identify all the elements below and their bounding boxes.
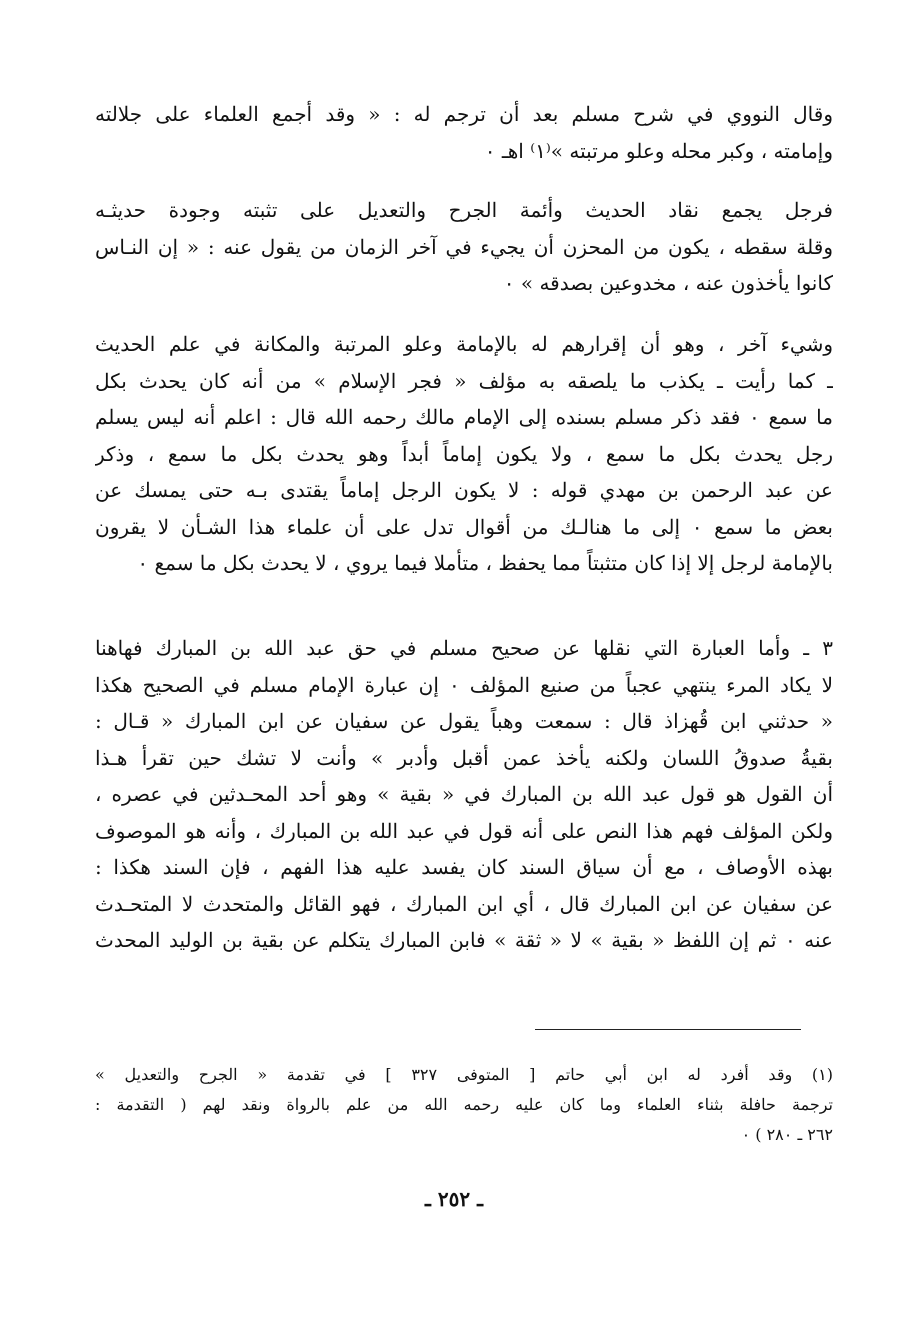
text-line: لا يكاد المرء ينتهي عجباً من صنيع المؤلف ٠ إن عبارة الإمام مسلم في الصحيح هكذا	[95, 672, 833, 697]
text-line: كانوا يأخذون عنه ، مخدوعين بصدقه » ٠	[503, 271, 833, 295]
text-line: بعض ما سمع ٠ إلى ما هنالـك من أقوال تدل على أن علماء هذا الشـأن لا يقرون	[95, 514, 833, 539]
text-line: وقلة سقطه ، يكون من المحزن أن يجيء في آخر الزمان من يقول عنه : « إن النـاس	[95, 234, 833, 259]
text-line: ولكن المؤلف فهم هذا النص على أنه قول في عبد الله بن المبارك ، وأنه هو الموصوف	[95, 818, 833, 843]
text-line: بالإمامة لرجل إلا إذا كان متثبتاً مما يحفظ ، متأملا فيما يروي ، لا يحدث بكل ما سمع ٠	[137, 551, 833, 575]
text-line: وشيء آخر ، وهو أن إقرارهم له بالإمامة وعلو المرتبة والمكانة في علم الحديث	[95, 332, 833, 356]
text-line: عنه ٠ ثم إن اللفظ « بقية » لا « ثقة » فابن المبارك يتكلم عن بقية بن الوليد المحدث	[95, 928, 833, 952]
text-line: عن سفيان عن ابن المبارك قال ، أي ابن المبارك ، فهو القائل والمتحدث لا المتحـدث	[95, 891, 833, 916]
text-line: ـ كما رأيت ـ يكذب ما يلصقه به مؤلف « فجر الإسلام » من أنه كان يحدث بكل	[95, 368, 833, 393]
text-line: عن عبد الرحمن بن مهدي قوله : لا يكون الرجل إماماً يقتدى بـه حتى يمسك عن	[95, 478, 833, 502]
footnote-line: (١) وقد أفرد له ابن أبي حاتم [ المتوفى ٣٢٧ ] في تقدمة « الجرح والتعديل »	[95, 1065, 833, 1084]
text-line: بقيةُ صدوقُ اللسان ولكنه يأخذ عمن أقبل وأدبر » وأنت لا تشك حين تقرأ هـذا	[95, 745, 833, 770]
paragraph-3	[95, 326, 833, 582]
text-line: وقال النووي في شرح مسلم بعد أن ترجم له : « وقد أجمع العلماء على جلالته	[95, 102, 833, 126]
text-line: فرجل يجمع نقاد الحديث وأئمة الجرح والتعديل على تثبته وجودة حديثـه	[95, 198, 833, 222]
text-line: وإمامته ، وكبر محله وعلو مرتبته »⁽١⁾ اهـ ٠	[484, 138, 833, 163]
paragraph-2	[95, 192, 833, 302]
text-line: « حدثني ابن قُهزاذ قال : سمعت وهباً يقول عن سفيان عن ابن المبارك « قـال :	[95, 709, 833, 733]
text-line: رجل يحدث بكل ما سمع ، ولا يكون إماماً أبداً وهو يحدث بكل ما سمع ، وذكر	[95, 441, 833, 466]
footnote-line: ٢٦٢ ـ ٢٨٠ ) ٠	[741, 1125, 833, 1144]
footnote-divider	[535, 1029, 801, 1030]
text-line: أن القول هو قول عبد الله بن المبارك في « بقية » وهو أحد المحـدثين في عصره ،	[95, 782, 833, 806]
footnote	[95, 1060, 833, 1150]
paragraph-4	[95, 630, 833, 959]
paragraph-1	[95, 96, 833, 169]
page-number: ـ ٢٥٢ ـ	[425, 1187, 483, 1211]
text-line: ٣ ـ وأما العبارة التي نقلها عن صحيح مسلم في حق عبد الله بن المبارك فهاهنا	[95, 636, 833, 660]
text-line: بهذه الأوصاف ، مع أن سياق السند كان يفسد عليه هذا الفهم ، فإن السند هكذا :	[95, 855, 833, 879]
footnote-line: ترجمة حافلة بثناء العلماء وما كان عليه رحمه الله من علم بالرواة ونقد لهم ( التقدمة :	[95, 1095, 833, 1114]
text-line: ما سمع ٠ فقد ذكر مسلم بسنده إلى الإمام مالك رحمه الله قال : اعلم أنه ليس يسلم	[95, 405, 833, 429]
